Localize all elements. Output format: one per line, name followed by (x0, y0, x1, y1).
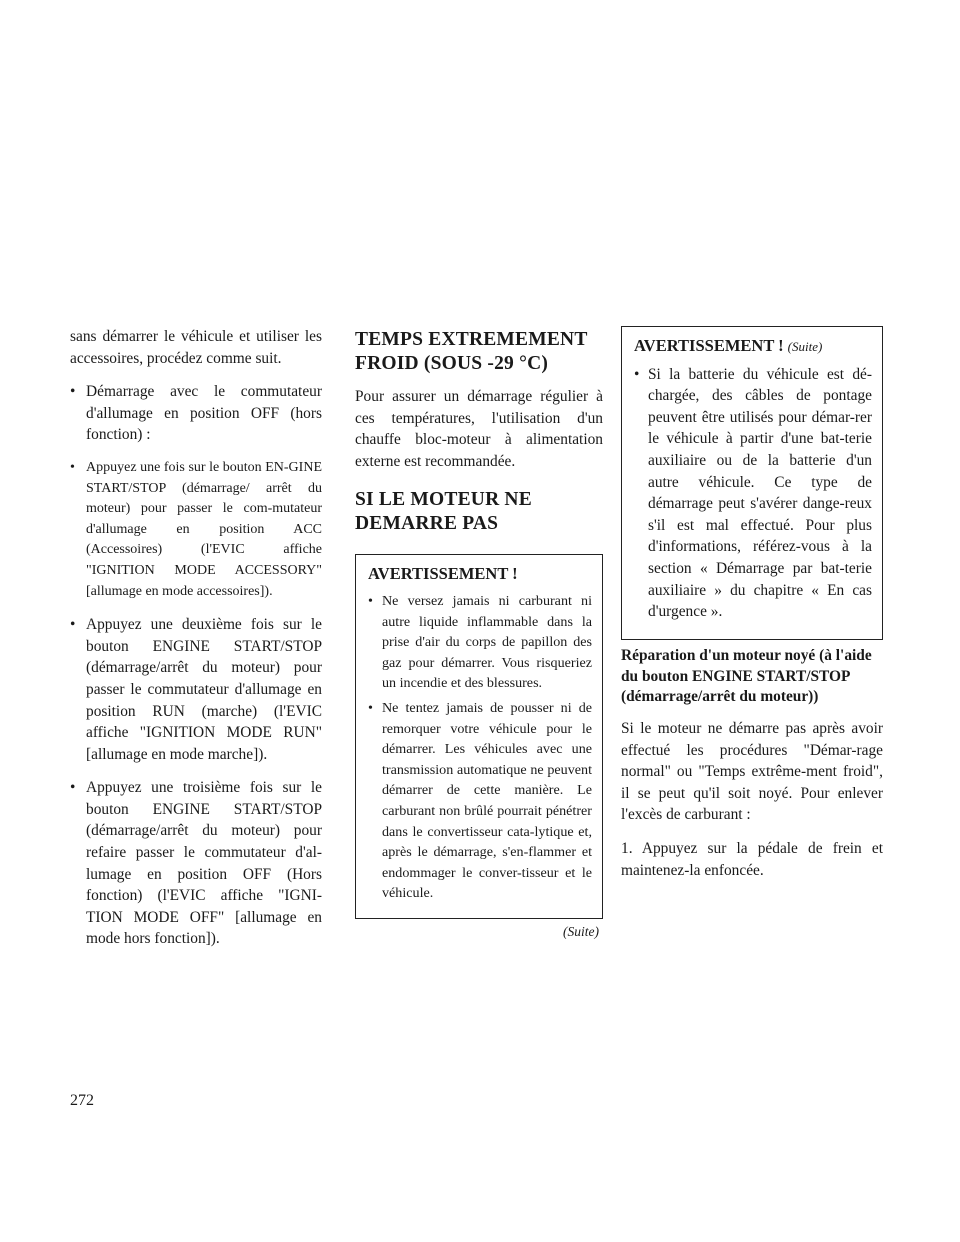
warning-item: • Si la batterie du véhicule est dé-chargée, des câbles de pontage peuvent être utilisés pour démar-rer le véhicule à partir d'une bat-terie auxiliaire ou de la batterie d'un autre véhicule. Ce type de démarrage peut s'avérer dange-reux s'il est mal effectué. Pour plus d'informations, référez-vous à la section « Démarrage par bat-terie auxiliaire » du chapitre « En cas d'urgence ». (634, 364, 872, 623)
warning-box-continued (621, 326, 883, 640)
warning-title (634, 335, 872, 358)
warning-list (368, 591, 592, 904)
list-item: • Appuyez une fois sur le bouton EN-GINE START/STOP (démarrage/ arrêt du moteur) pour passer le com-mutateur d'allumage en position ACC (Accessoires) (l'EVIC affiche "IGNITION MODE ACCESSORY" [allumage en mode accessoires]). (70, 458, 322, 602)
warning-item: • Ne tentez jamais de pousser ni de remorquer votre véhicule pour le démarrer. Les véhicules avec une transmission automatique ne peuvent démarrer de cette manière. Le carburant non brûlé pourrait pénétrer dans le convertisseur cata-lytique et, après le démarrage, s'en-flammer et endommager le conver-tisseur et le véhicule. (368, 698, 592, 904)
warning-title: AVERTISSEMENT ! (368, 564, 518, 584)
section-heading-cold: TEMPS EXTREMEMENT FROID (SOUS -29 °C) (355, 329, 588, 374)
procedure-list (70, 381, 322, 950)
cold-paragraph: Pour assurer un démarrage régulier à ces températures, l'utilisation d'un chauffe bloc-moteur à alimentation externe est recommandée. (355, 388, 603, 470)
warning-title-text: AVERTISSEMENT ! (634, 336, 784, 355)
right-column (621, 326, 883, 881)
intro-paragraph: sans démarrer le véhicule et utiliser les accessoires, procédez comme suit. (70, 328, 322, 367)
page-number: 272 (70, 1092, 94, 1109)
middle-column (355, 326, 603, 942)
warning-list (634, 364, 872, 623)
flooded-engine-paragraph: Si le moteur ne démarre pas après avoir effectué les procédures "Démar-rage normal" ou "Temps extrême-ment froid", il se peut qu'il soit noyé. Pour enlever l'excès de carburant : (621, 720, 883, 824)
list-item: • Démarrage avec le commutateur d'allumage en position OFF (hors fonction) : (70, 381, 322, 446)
section-heading-no-start: SI LE MOTEUR NE DEMARRE PAS (355, 489, 532, 535)
warning-box (355, 554, 603, 919)
warning-item: • Ne versez jamais ni carburant ni autre liquide inflammable dans la prise d'air du corps de papillon des gaz pour démarrer. Vous risqueriez un incendie et des blessures. (368, 591, 592, 694)
list-item: • Appuyez une troisième fois sur le bouton ENGINE START/STOP (démarrage/arrêt du moteur) pour refaire passer le commutateur d'al-lumage en position OFF (Hors fonction) (l'EVIC affiche "IGNI-TION MODE OFF" [allumage en mode hors fonction]). (70, 777, 322, 950)
step-1: 1. Appuyez sur la pédale de frein et maintenez-la enfoncée. (621, 840, 883, 879)
left-column (70, 326, 322, 962)
continued-note: (Suite) (563, 923, 599, 939)
flooded-engine-heading: Réparation d'un moteur noyé (à l'aide du bouton ENGINE START/STOP (démarrage/arrêt du moteur)) (621, 646, 872, 706)
continued-label: (Suite) (787, 339, 823, 354)
list-item: • Appuyez une deuxième fois sur le bouton ENGINE START/STOP (démarrage/arrêt du moteur) pour passer le commutateur d'allumage en position RUN (marche) (l'EVIC affiche "IGNITION MODE RUN" [allumage en mode marche]). (70, 614, 322, 765)
